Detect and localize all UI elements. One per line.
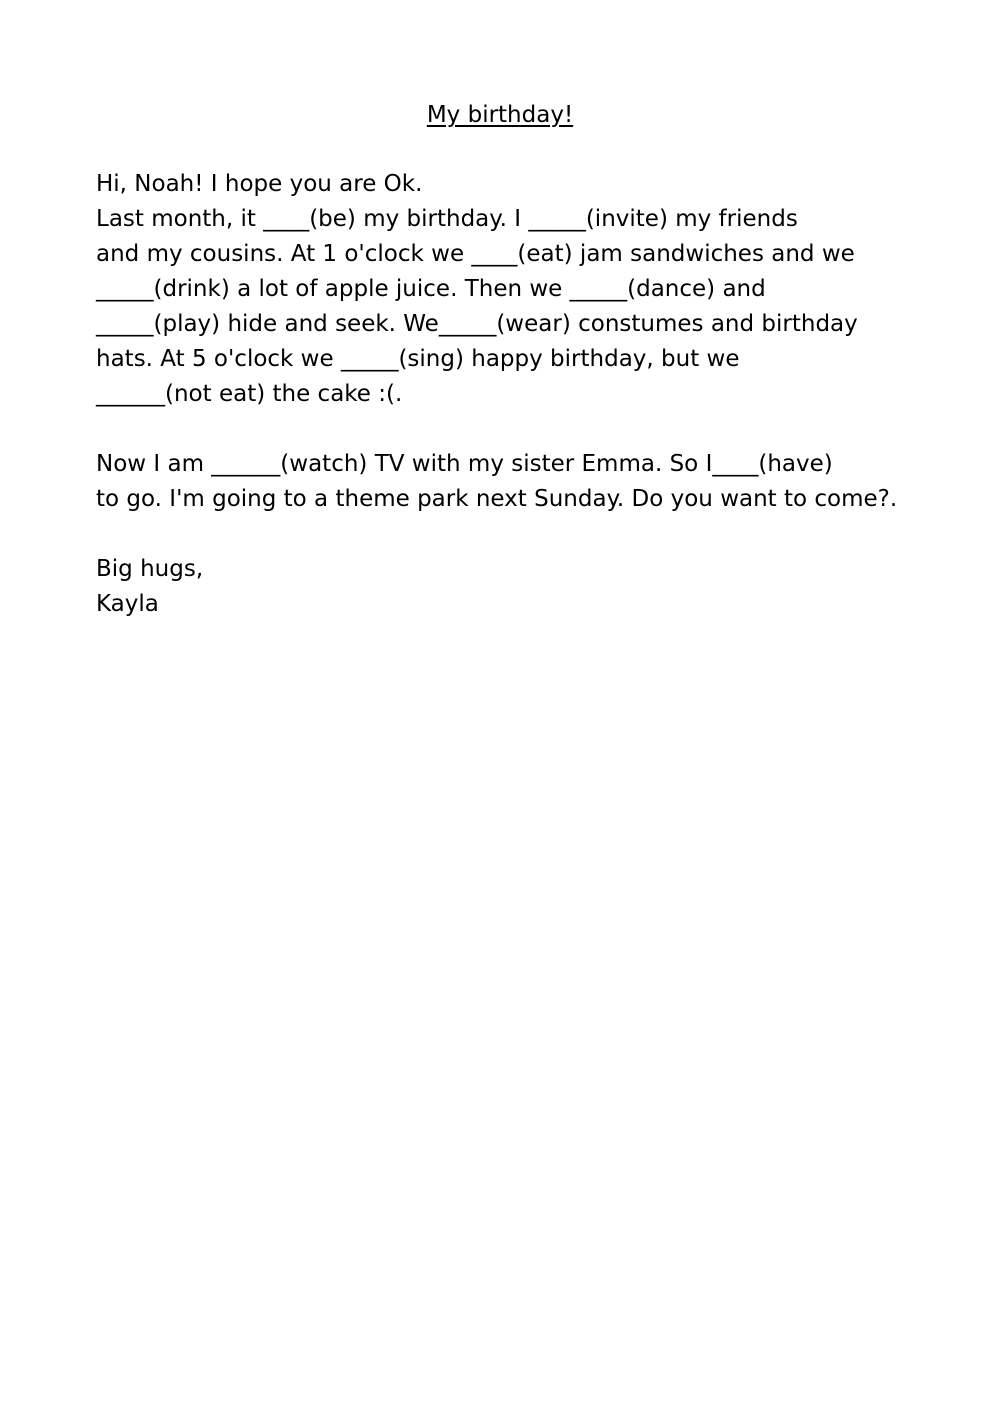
letter-body: [96, 167, 976, 622]
paragraph-1-line-2: and my cousins. At 1 o'clock we ____(eat) jam sandwiches and we: [96, 241, 855, 267]
paragraph-2: [96, 447, 976, 517]
paragraph-1-line-5: hats. At 5 o'clock we _____(sing) happy birthday, but we: [96, 346, 740, 372]
paragraph-1: [96, 202, 976, 412]
paragraph-spacer: [96, 412, 976, 447]
paragraph-1-line-1: Last month, it ____(be) my birthday. I _____(invite) my friends: [96, 206, 798, 232]
greeting-line: Hi, Noah! I hope you are Ok.: [96, 171, 423, 197]
paragraph-1-line-3: _____(drink) a lot of apple juice. Then we _____(dance) and: [96, 276, 766, 302]
signature-line: Kayla: [96, 591, 159, 617]
page-title: My birthday!: [426, 102, 574, 128]
paragraph-1-line-4: _____(play) hide and seek. We_____(wear) constumes and birthday: [96, 311, 858, 337]
paragraph-2-line-2: to go. I'm going to a theme park next Sunday. Do you want to come?.: [96, 486, 898, 512]
paragraph-spacer: [96, 517, 976, 552]
paragraph-1-line-6: ______(not eat) the cake :(.: [96, 381, 403, 407]
closing-line: Big hugs,: [96, 556, 204, 582]
paragraph-2-line-1: Now I am ______(watch) TV with my sister Emma. So I____(have): [96, 451, 833, 477]
